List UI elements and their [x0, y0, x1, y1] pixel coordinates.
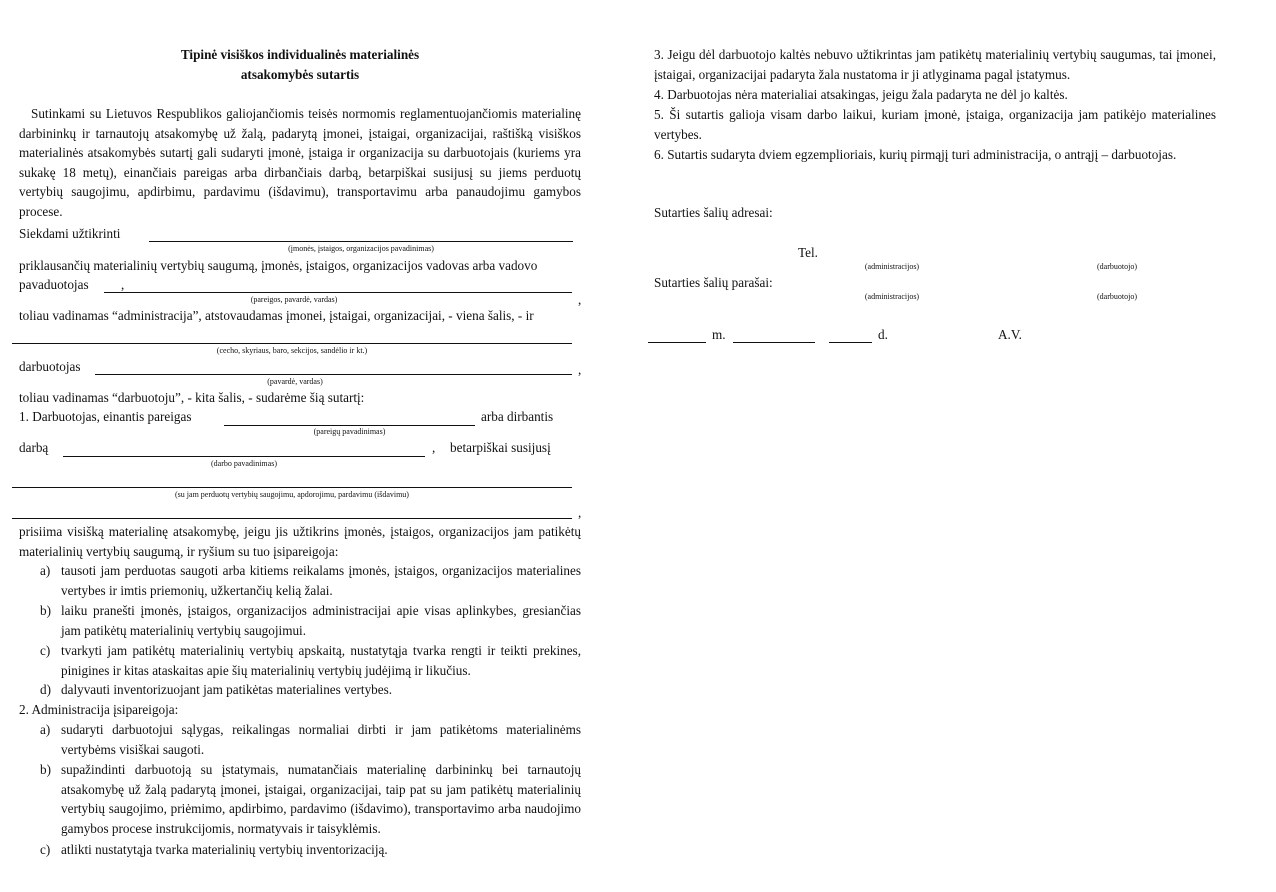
pavaduotojas-label: pavaduotojas: [19, 277, 89, 292]
imone-fill-line[interactable]: [149, 241, 573, 242]
item-text: dalyvauti inventorizuojant jam patikėtas materialines vertybes.: [61, 682, 393, 697]
betarpiskai-text: betarpiškai susijusį: [450, 440, 551, 455]
item-text: atlikti nustatytąja tvarka materialinių vertybių inventorizaciją.: [61, 842, 388, 857]
paragraph-3: 3. Jeigu dėl darbuotojo kaltės nebuvo užtikrintas jam patikėtų materialinių vertybių saugumas, tai įmonei, įstaigai, organizacijai padaryta žala nustatoma ir ji atlyginama pagal įstatymus.: [654, 47, 1216, 82]
extra-fill-line[interactable]: [12, 518, 572, 519]
darbuotojas-fill-line[interactable]: [95, 374, 572, 375]
intro-paragraph: Sutinkami su Lietuvos Respublikos galiojančiomis teisės normomis reglamentuojančiomis materialinę darbininkų ir tarnautojų atsakomybę už žalą, padarytą įmonei, įstaigai, organizacijai, raštišką visiškos materialinės atsakomybės sutartį gali sudaryti įmonė, įstaiga ir organizacija su darbuotojais (kuriems yra sukakę 18 metų), einančiais pareigas arba dirbančiais darbą, betarpiškai susijusį su jiems perduotų vertybių saugojimu, apdirbimu, pardavimu (išdavimu), transportavimu arba panaudojimu gamybos procese.: [19, 106, 581, 219]
darba-label: darbą: [19, 440, 49, 455]
pavaduotojas-comma: ,: [121, 277, 125, 292]
p2-label: 2. Administracija įsipareigoja:: [19, 702, 179, 717]
admin-signature-caption: (administracijos): [864, 292, 920, 301]
tel-label: Tel.: [798, 245, 818, 260]
item-text: supažindinti darbuotoją su įstatymais, numatančiais materialinę darbininkų bei tarnautojų atsakomybę už žalą padarytą įmonei, įstaigai, organizacijai, taip pat su jam patikėtų materialinių vertybių saugojimo, priėmimo, apdirbimo, pardavimo (išdavimo), transportavimo arba naudojimo gamybos procese instrukcijomis, normatyvais ir taisyklėmis.: [61, 762, 581, 836]
cecho-caption: (cecho, skyriaus, baro, sekcijos, sandėlio ir kt.): [216, 346, 368, 355]
title-line-1: Tipinė visiškos individualinės materialinės: [180, 47, 420, 62]
su-jam-fill-line[interactable]: [12, 487, 572, 488]
obligation-item-b: [40, 601, 581, 641]
m-label: m.: [712, 327, 726, 342]
pareigos-caption: (pareigos, pavardė, vardas): [250, 295, 338, 304]
adresai-label: Sutarties šalių adresai:: [654, 205, 773, 220]
item-label: b): [40, 603, 51, 618]
paragraph-4: 4. Darbuotojas nėra materialiai atsakingas, jeigu žala padaryta ne dėl jo kaltės.: [654, 87, 1068, 102]
document-title: [120, 45, 480, 85]
paragraph-6: 6. Sutartis sudaryta dviem egzemplioriais, kurių pirmąjį turi administracija, o antrąjį – darbuotojas.: [654, 147, 1177, 162]
darbuotojas-label: darbuotojas: [19, 359, 81, 374]
pareigos-fill-line[interactable]: [104, 292, 572, 293]
darbuotojo-address-caption: (darbuotojo): [1097, 262, 1137, 271]
item-label: b): [40, 762, 51, 777]
day-fill-line[interactable]: [829, 342, 872, 343]
p1-label: 1. Darbuotojas, einantis pareigas: [19, 409, 192, 424]
darbo-comma: ,: [432, 440, 436, 455]
toliau-admin-text: toliau vadinamas “administracija”, atstovaudamas įmonei, įstaigai, organizacijai, - viena šalis, - ir: [19, 308, 534, 323]
item-label: d): [40, 682, 51, 697]
parasai-label: Sutarties šalių parašai:: [654, 275, 773, 290]
year-fill-line[interactable]: [648, 342, 706, 343]
av-label: A.V.: [998, 327, 1022, 342]
item-label: a): [40, 563, 51, 578]
item-label: c): [40, 643, 51, 658]
prisiima-paragraph: prisiima visišką materialinę atsakomybę, jeigu jis užtikrins įmonės, įstaigos, organizacijos jam patikėtų materialinių vertybių saugumą, ir ryšium su tuo įsipareigoja:: [19, 524, 581, 559]
admin-item-b: [40, 760, 581, 840]
siekdami-label: Siekdami užtikrinti: [19, 226, 121, 241]
priklausanciu-text: priklausančių materialinių vertybių saugumą, įmonės, įstaigos, organizacijos vadovas arba vadovo: [19, 258, 538, 273]
admin-item-c: [40, 840, 581, 860]
item-text: sudaryti darbuotojui sąlygas, reikalingas normaliai dirbti ir jam patikėtoms materialinėms vertybėms visiškai saugoti.: [61, 722, 581, 757]
item-text: tvarkyti jam patikėtų materialinių vertybių apskaitą, nustatytąja tvarka rengti ir teikti prekines, pinigines ir kitas ataskaitas apie šių materialinių vertybių judėjimą ir likučius.: [61, 643, 581, 678]
cecho-fill-line[interactable]: [12, 343, 572, 344]
darbuotojo-signature-caption: (darbuotojo): [1097, 292, 1137, 301]
admin-item-a: [40, 720, 581, 760]
paragraph-5: 5. Ši sutartis galioja visam darbo laikui, kuriam įmonė, įstaiga, organizacija jam patikėjo materialines vertybes.: [654, 107, 1216, 142]
su-jam-caption: (su jam perduotų vertybių saugojimu, apdorojimu, pardavimu (išdavimu): [175, 490, 409, 499]
item-text: laiku pranešti įmonės, įstaigos, organizacijos administracijai apie visas aplinkybes, gresiančias jam patikėtų materialinių vertybių saugojimui.: [61, 603, 581, 638]
obligation-item-d: [40, 680, 581, 700]
d-label: d.: [878, 327, 888, 342]
item-text: tausoti jam perduotas saugoti arba kitiems reikalams įmonės, įstaigos, organizacijos materialines vertybes ir imtis priemonių, užkertančių kelią žalai.: [61, 563, 581, 598]
obligation-item-c: [40, 641, 581, 681]
darbo-caption: (darbo pavadinimas): [211, 459, 277, 468]
item-label: a): [40, 722, 51, 737]
admin-address-caption: (administracijos): [864, 262, 920, 271]
darbuotojas-comma: ,: [578, 362, 582, 377]
toliau-darb-text: toliau vadinamas “darbuotoju”, - kita šalis, - sudarėme šią sutartį:: [19, 390, 365, 405]
pareigu-fill-line[interactable]: [224, 425, 475, 426]
arba-dirbantis-text: arba dirbantis: [481, 409, 554, 424]
imone-caption: (įmonės, įstaigos, organizacijos pavadinimas): [288, 244, 434, 253]
pavarde-caption: (pavardė, vardas): [267, 377, 323, 386]
pareigu-caption: (pareigų pavadinimas): [313, 427, 386, 436]
pareigos-comma: ,: [578, 292, 582, 307]
month-fill-line[interactable]: [733, 342, 815, 343]
extra-comma: ,: [578, 505, 582, 520]
item-label: c): [40, 842, 51, 857]
darbo-fill-line[interactable]: [63, 456, 425, 457]
title-line-2: atsakomybės sutartis: [240, 67, 360, 82]
obligation-item-a: [40, 561, 581, 601]
